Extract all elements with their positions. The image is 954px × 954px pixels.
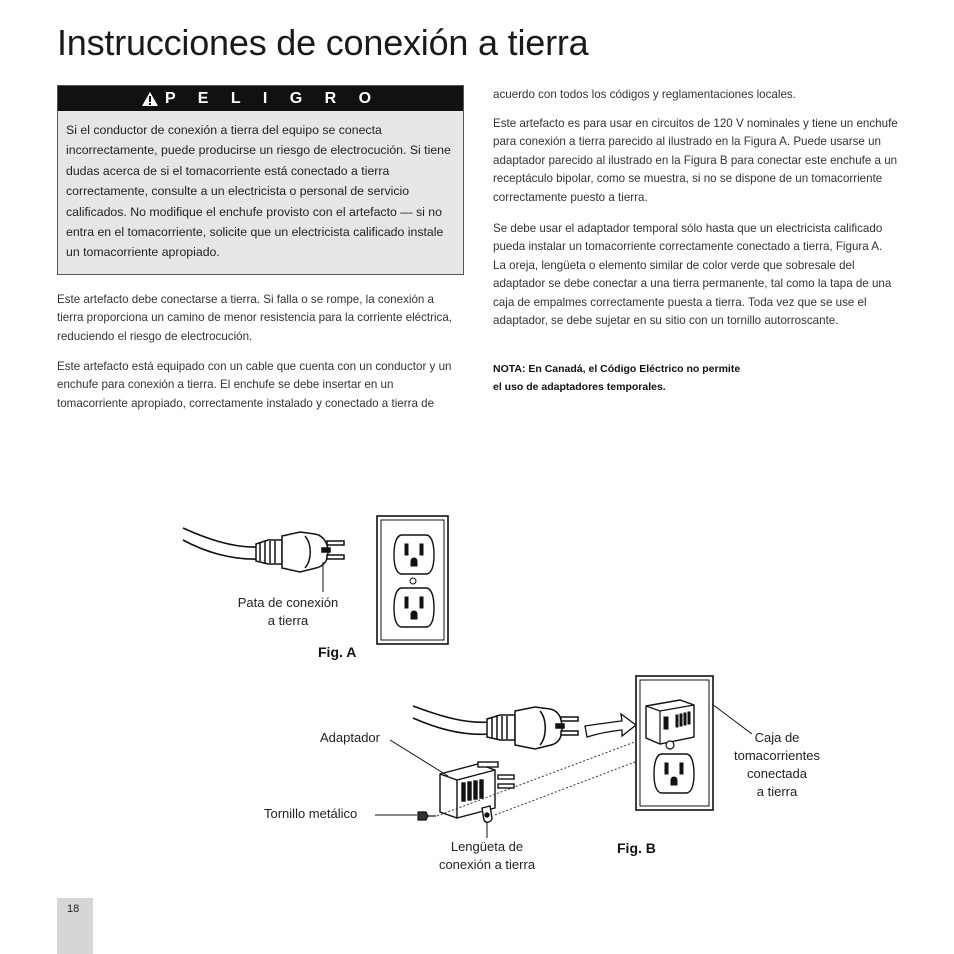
- fig-b-box-label-line1: Caja de: [754, 730, 800, 745]
- fig-a-prong-label-line1: Pata de conexión: [237, 595, 339, 610]
- note-line-1: NOTA: En Canadá, el Código Eléctrico no permite: [493, 363, 741, 375]
- right-paragraph-3: Se debe usar el adaptador temporal sólo hasta que un electricista calificado pueda instalar un tomacorriente correctamente conectado a tierra, Figura A. La oreja, lengüeta o elemento similar de color verde que sobresale del adaptador se debe conectar a una tierra permanente, tal como la tapa de una caja de empalmes correctamente puesta a tierra. Toda vez que se use el adaptador, se debe sujetar en su sitio con un tornillo autorroscante.: [493, 222, 892, 328]
- fig-b-adapter-leader: [390, 740, 448, 776]
- fig-b-box-label: [720, 729, 834, 801]
- page-number: 18: [67, 903, 80, 915]
- fig-b-tab-label-line1: Lengüeta de: [450, 839, 524, 854]
- fig-a-plug-icon: [256, 532, 344, 572]
- fig-b-plug-icon: [487, 707, 578, 749]
- right-paragraph-2: Este artefacto es para usar en circuitos de 120 V nominales y tiene un enchufe para conexión a tierra parecido al ilustrado en la Figura A. Puede usarse un adaptador parecido al ilustrado en la Figura B para conectar este enchufe a un receptáculo bipolar, como se muestra, si no se dispone de un tomacorriente correctamente puesto a tierra.: [493, 117, 898, 204]
- fig-b-outlet-icon: [636, 676, 713, 810]
- fig-b-arrow-icon: [585, 714, 636, 737]
- fig-b-box-label-line3: conectada: [747, 766, 807, 781]
- fig-b-adapter-label: Adaptador: [320, 730, 380, 745]
- fig-b-screw-label: Tornillo metálico: [264, 806, 358, 821]
- fig-b-adapter-icon: [440, 762, 514, 822]
- fig-a-prong-label-line2: a tierra: [267, 613, 309, 628]
- fig-b-tab-label: [424, 838, 550, 874]
- fig-a-cable: [183, 528, 258, 559]
- left-paragraph-2: Este artefacto está equipado con un cable que cuenta con un conductor y un enchufe para conexión a tierra. El enchufe se debe insertar en un tomacorriente apropiado, correctamente instalado y conectado a tierra de: [57, 360, 452, 410]
- danger-label: P E L I G R O: [164, 89, 381, 107]
- danger-text: Si el conductor de conexión a tierra del equipo se conecta incorrectamente, puede producirse un riesgo de electrocución. Si tiene dudas acerca de si el tomacorriente está conectado a tierra correctamente, consulte a un electricista o personal de servicio calificados. No modifique el enchufe provisto con el artefacto — si no entra en el tomacorriente, solicite que un electricista calificado instale un tomacorriente apropiado.: [66, 123, 451, 260]
- fig-b-screw-icon: [418, 812, 436, 820]
- right-paragraph-1: acuerdo con todos los códigos y reglamentaciones locales.: [493, 88, 796, 101]
- page-number-tab: [57, 898, 93, 954]
- fig-b-tab-label-line2: conexión a tierra: [438, 857, 536, 872]
- page-title: Instrucciones de conexión a tierra: [57, 22, 589, 63]
- fig-b-cable: [413, 706, 490, 734]
- left-paragraph-1: Este artefacto debe conectarse a tierra. Si falla o se rompe, la conexión a tierra proporciona un camino de menor resistencia para la corriente eléctrica, reduciendo el riesgo de electrocución.: [57, 293, 453, 343]
- fig-b-box-label-line4: a tierra: [756, 784, 798, 799]
- fig-a-caption: Fig. A: [318, 644, 357, 660]
- fig-b-caption: Fig. B: [617, 840, 656, 856]
- fig-b-box-label-line2: tomacorrientes: [734, 748, 820, 763]
- fig-a-prong-label: [226, 594, 350, 630]
- note-line-2: el uso de adaptadores temporales.: [493, 381, 666, 393]
- fig-a-outlet-icon: [377, 516, 448, 644]
